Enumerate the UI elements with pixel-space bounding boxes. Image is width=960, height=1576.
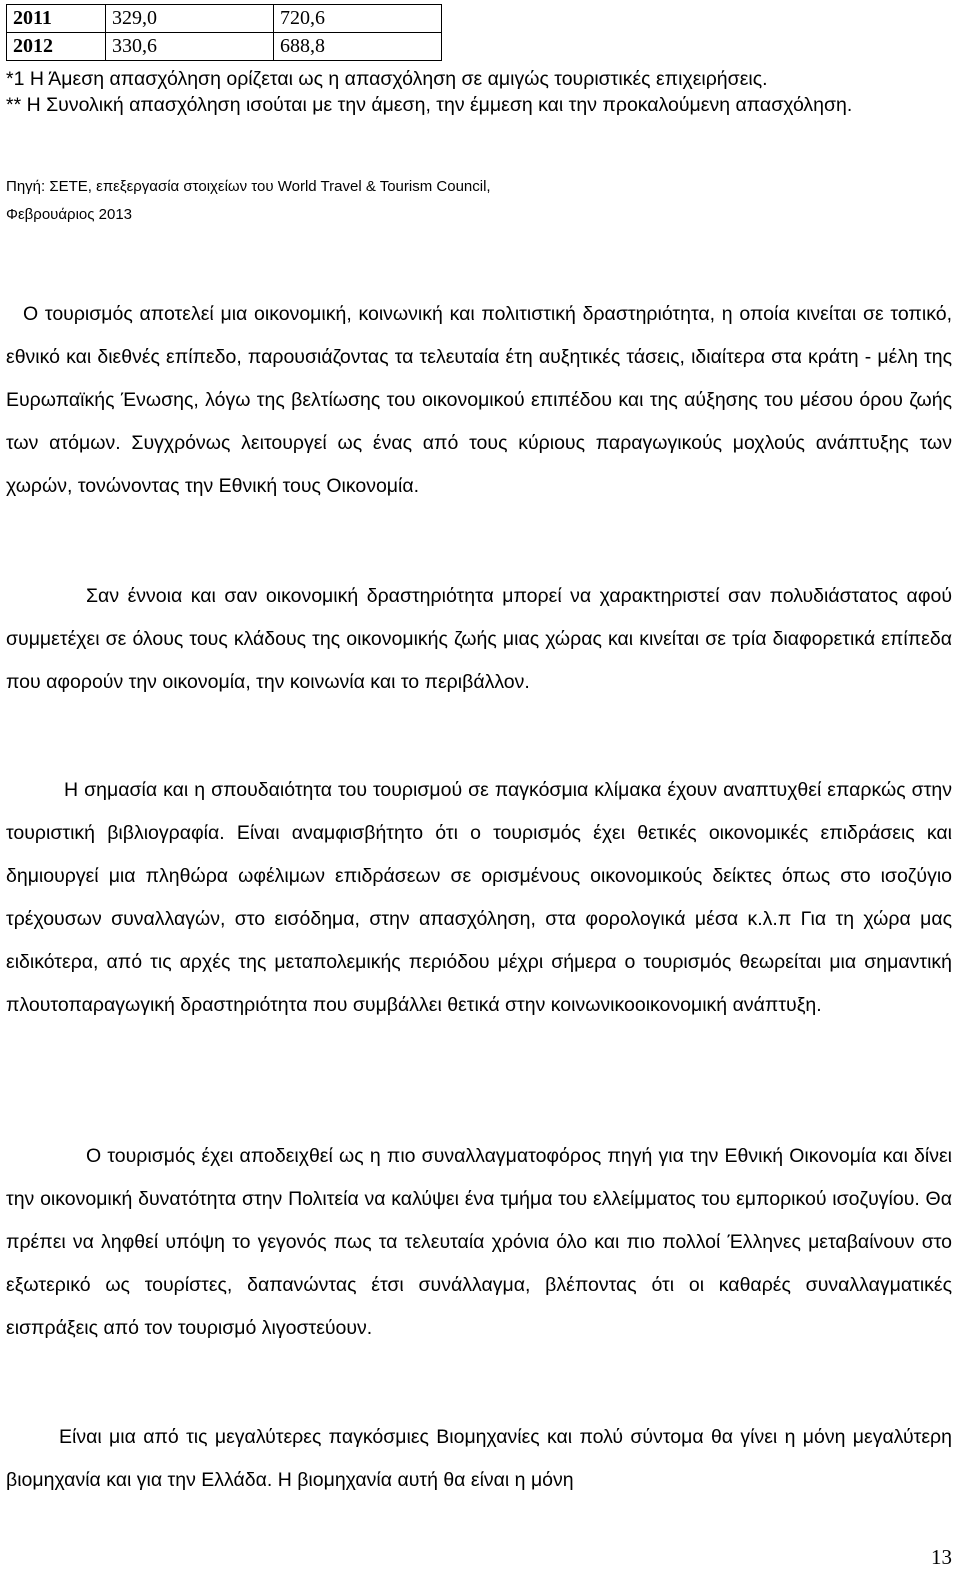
table-footnotes [6,66,956,118]
footnote-total-employment: ** Η Συνολική απασχόληση ισούται με την άμεση, την έμμεση και την προκαλούμενη απασχόληση. [6,94,853,116]
employment-table [6,4,442,61]
body-paragraph: Η σημασία και η σπουδαιότητα του τουρισμού σε παγκόσμια κλίμακα έχουν αναπτυχθεί επαρκώς στην τουριστική βιβλιογραφία. Είναι αναμφισβήτητο ότι ο τουρισμός έχει θετικές οικονομικές επιδράσεις και δημιουργεί μια πληθώρα ωφέλιμων επιδράσεων σε ορισμένους οικονομικούς δείκτες όπως στο ισοζύγιο τρέχουσων συναλλαγών, στο εισόδημα, στην απασχόληση, στα φορολογικά μέσα κ.λ.π Για τη χώρα μας ειδικότερα, από τις αρχές της μεταπολεμικής περιόδου μέχρι σήμερα ο τουρισμός θεωρείται μια σημαντική πλουτοπαραγωγική δραστηριότητα που συμβάλλει θετικά στην κοινωνικοοικονομική ανάπτυξη. [6,779,952,1016]
table-cell-year: 2011 [7,5,106,33]
table-row [7,33,442,61]
source-note [6,173,956,229]
page-number: 13 [931,1545,952,1569]
table-cell-total: 688,8 [274,33,442,61]
body-paragraph: Σαν έννοια και σαν οικονομική δραστηριότητα μπορεί να χαρακτηριστεί σαν πολυδιάστατος αφού συμμετέχει σε όλους τους κλάδους της οικονομικής ζωής μιας χώρας και κινείται σε τρία διαφορετικά επίπεδα που αφορούν την οικονομία, την κοινωνία και το περιβάλλον. [6,585,952,693]
table-cell-direct: 330,6 [106,33,274,61]
table-cell-year: 2012 [7,33,106,61]
table-cell-total: 720,6 [274,5,442,33]
body-paragraph: Ο τουρισμός αποτελεί μια οικονομική, κοινωνική και πολιτιστική δραστηριότητα, η οποία κινείται σε τοπικό, εθνικό και διεθνές επίπεδο, παρουσιάζοντας τα τελευταία έτη αυξητικές τάσεις, ιδιαίτερα στα κράτη - μέλη της Ευρωπαϊκής Ένωσης, λόγω της βελτίωσης του οικονομικού επιπέδου και της αύξησης του μέσου όρου ζωής των ατόμων. Συγχρόνως λειτουργεί ως ένας από τους κύριους παραγωγικούς μοχλούς ανάπτυξης των χωρών, τονώνοντας την Εθνική τους Οικονομία. [6,303,952,497]
table-row [7,5,442,33]
source-date: Φεβρουάριος 2013 [6,206,133,223]
footnote-direct-employment: *1 Η Άμεση απασχόληση ορίζεται ως η απασχόληση σε αμιγώς τουριστικές επιχειρήσεις. [6,68,768,90]
source-line: Πηγή: ΣΕΤΕ, επεξεργασία στοιχείων του World Travel & Tourism Council, [6,178,491,195]
table-cell-direct: 329,0 [106,5,274,33]
body-paragraph: Είναι μια από τις μεγαλύτερες παγκόσμιες Βιομηχανίες και πολύ σύντομα θα γίνει η μόνη μεγαλύτερη βιομηχανία και για την Ελλάδα. Η βιομηχανία αυτή θα είναι η μόνη [6,1426,952,1491]
body-paragraph: Ο τουρισμός έχει αποδειχθεί ως η πιο συναλλαγματοφόρος πηγή για την Εθνική Οικονομία και δίνει την οικονομική δυνατότητα στην Πολιτεία να καλύψει ένα τμήμα του ελλείμματος του εμπορικού ισοζυγίου. Θα πρέπει να ληφθεί υπόψη το γεγονός πως τα τελευταία χρόνια όλο και πιο πολλοί Έλληνες μεταβαίνουν στο εξωτερικό ως τουρίστες, δαπανώντας έτσι συνάλλαγμα, βλέποντας ότι οι καθαρές συναλλαγματικές εισπράξεις από τον τουρισμό λιγοστεύουν. [6,1145,952,1339]
